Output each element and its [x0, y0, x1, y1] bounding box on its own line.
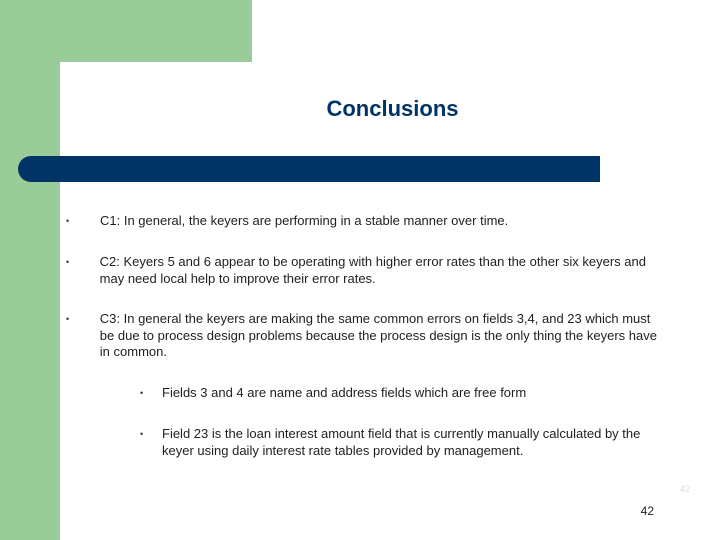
sub-bullet-item-fields	[134, 385, 664, 402]
bullet-marker: •	[66, 216, 70, 226]
bullet-marker: •	[66, 314, 70, 324]
bullet-text: C1: In general, the keyers are performing in a stable manner over time.	[100, 213, 509, 228]
decorative-frame-left	[0, 0, 60, 540]
sub-bullet-item-field23	[134, 426, 664, 459]
bullet-marker: •	[140, 429, 144, 439]
bullet-text: Fields 3 and 4 are name and address fields which are free form	[162, 385, 527, 400]
bullet-item-c3	[60, 311, 664, 361]
slide-title: Conclusions	[326, 96, 459, 121]
bullet-text: Field 23 is the loan interest amount field that is currently manually calculated by the keyer using daily interest rate tables provided by management.	[162, 426, 641, 458]
bullet-marker: •	[66, 257, 70, 267]
page-number-watermark: 42	[679, 484, 690, 494]
page-number: 42	[640, 504, 654, 518]
slide-body	[60, 0, 680, 540]
bullet-text: C3: In general the keyers are making the same common errors on fields 3,4, and 23 which must be due to process design problems because the process design is the only thing the keyers have in common.	[99, 311, 657, 360]
bullet-text: C2: Keyers 5 and 6 appear to be operating with higher error rates than the other six keyers and may need local help to improve their error rates.	[99, 254, 646, 286]
bullet-marker: •	[140, 388, 144, 398]
bullet-item-c2	[60, 254, 664, 287]
bullet-item-c1	[60, 213, 660, 230]
